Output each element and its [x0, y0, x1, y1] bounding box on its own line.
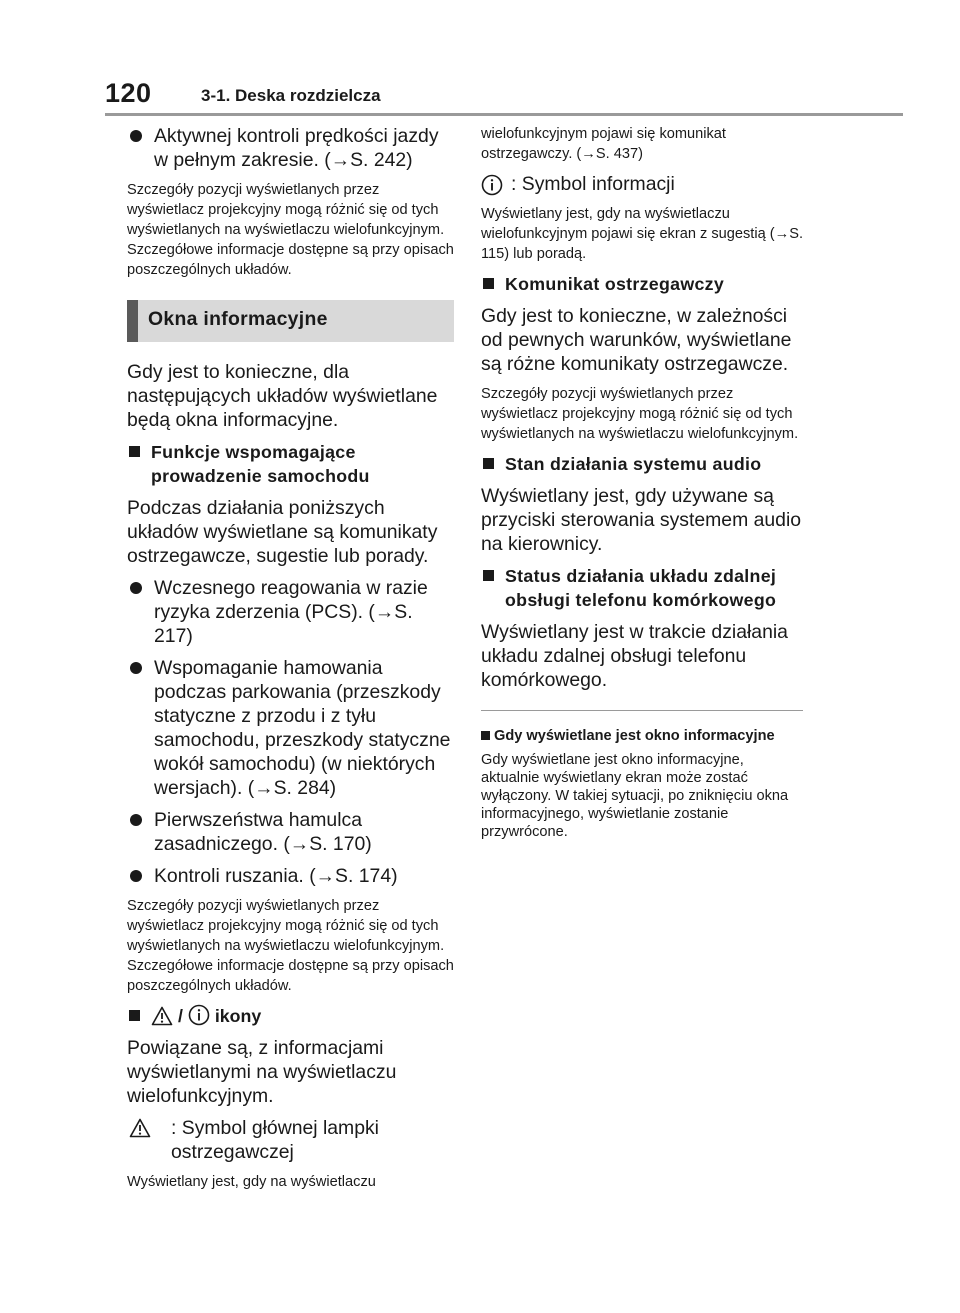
bullet-brake-override: Pierwszeństwa hamulca zasadniczego. (→S. 170): [127, 808, 454, 856]
info-circle-icon: [481, 174, 503, 196]
section-banner: [127, 300, 454, 342]
warning-symbol-text: : Symbol głównej lampki ostrzegawczej: [171, 1117, 379, 1163]
warning-message-text: Gdy jest to konieczne, w zależności od pewnych warunków, wyświetlane są różne komunikaty ostrzegawcze.: [481, 305, 792, 375]
heading-audio: Stan działania systemu audio: [481, 452, 803, 476]
right-column: [481, 124, 803, 841]
icons-text: Powiązane są, z informacjami wyświetlanymi na wyświetlaczu wielofunkcyjnym.: [127, 1037, 397, 1107]
heading-icons: [127, 1004, 454, 1028]
page-number: 120: [105, 78, 152, 108]
heading-phone: Status działania układu zdalnej obsługi telefonu komórkowego: [481, 564, 803, 612]
warning-triangle-icon: [151, 1006, 173, 1026]
warning-message-note: Szczegóły pozycji wyświetlanych przez wyświetlacz projekcyjny mogą różnić się od tych wyświetlanych na wyświetlaczu wielofunkcyjnym.: [481, 386, 799, 442]
icons-separator: /: [177, 1006, 183, 1026]
phone-text: Wyświetlany jest w trakcie działania układu zdalnej obsługi telefonu komórkowego.: [481, 621, 788, 691]
bullet-pcs: Wczesnego reagowania w razie ryzyka zderzenia (PCS). (→S. 217): [127, 576, 454, 648]
info-circle-icon: [188, 1004, 210, 1026]
warning-symbol-line: [127, 1116, 454, 1164]
heading-warning-message: Komunikat ostrzegawczy: [481, 272, 803, 296]
note-hud-1: Szczegóły pozycji wyświetlanych przez wyświetlacz projekcyjny mogą różnić się od tych wyświetlanych na wyświetlaczu wielofunkcyjnym. Szczegółowe informacje dostępne są przy opisach poszczególnych układów.: [127, 182, 454, 278]
icons-label: ikony: [214, 1006, 262, 1026]
banner-title: Okna informacyjne: [148, 308, 328, 330]
warning-symbol-note: Wyświetlany jest, gdy na wyświetlaczu: [127, 1174, 376, 1190]
info-symbol-line: [481, 172, 803, 196]
warning-symbol-note-cont: wielofunkcyjnym pojawi się komunikat ostrzegawczy. (→S. 437): [481, 126, 726, 162]
intro-text: Gdy jest to konieczne, dla następujących układów wyświetlane będą okna informacyjne.: [127, 361, 438, 431]
warning-triangle-icon: [129, 1118, 151, 1138]
header-rule: [105, 113, 903, 116]
note-text: Gdy wyświetlane jest okno informacyjne, aktualnie wyświetlany ekran może zostać wyłączony. W takiej sytuacji, po zniknięciu okna informacyjnego, wyświetlanie zostanie przywrócone.: [481, 752, 789, 840]
page-header: [105, 78, 903, 118]
bullet-start-control: Kontroli ruszania. (→S. 174): [127, 864, 454, 888]
audio-text: Wyświetlany jest, gdy używane są przyciski sterowania systemem audio na kierownicy.: [481, 485, 802, 555]
note-title: Gdy wyświetlane jest okno informacyjne: [481, 727, 803, 745]
note-divider: [481, 710, 803, 711]
heading-driving-support: Funkcje wspomagające prowadzenie samochodu: [127, 440, 454, 488]
left-column: [127, 124, 454, 1200]
note-hud-2: Szczegóły pozycji wyświetlanych przez wyświetlacz projekcyjny mogą różnić się od tych wyświetlanych na wyświetlaczu wielofunkcyjnym. Szczegółowe informacje dostępne są przy opisach poszczególnych układów.: [127, 898, 454, 994]
bullet-cruise: Aktywnej kontroli prędkości jazdy w pełnym zakresie. (→S. 242): [127, 124, 454, 172]
driving-support-text: Podczas działania poniższych układów wyświetlane są komunikaty ostrzegawcze, sugestie lub porady.: [127, 497, 438, 567]
bullet-parking: Wspomaganie hamowania podczas parkowania (przeszkody statyczne z przodu i z tyłu samochodu, przeszkody statyczne wokół samochodu) (w niektórych wersjach). (→S. 284): [127, 656, 454, 800]
info-symbol-text: : Symbol informacji: [511, 173, 675, 195]
info-symbol-note: Wyświetlany jest, gdy na wyświetlaczu wielofunkcyjnym pojawi się ekran z sugestią (→S. 115) lub poradą.: [481, 206, 804, 262]
section-title: 3-1. Deska rozdzielcza: [201, 86, 381, 105]
